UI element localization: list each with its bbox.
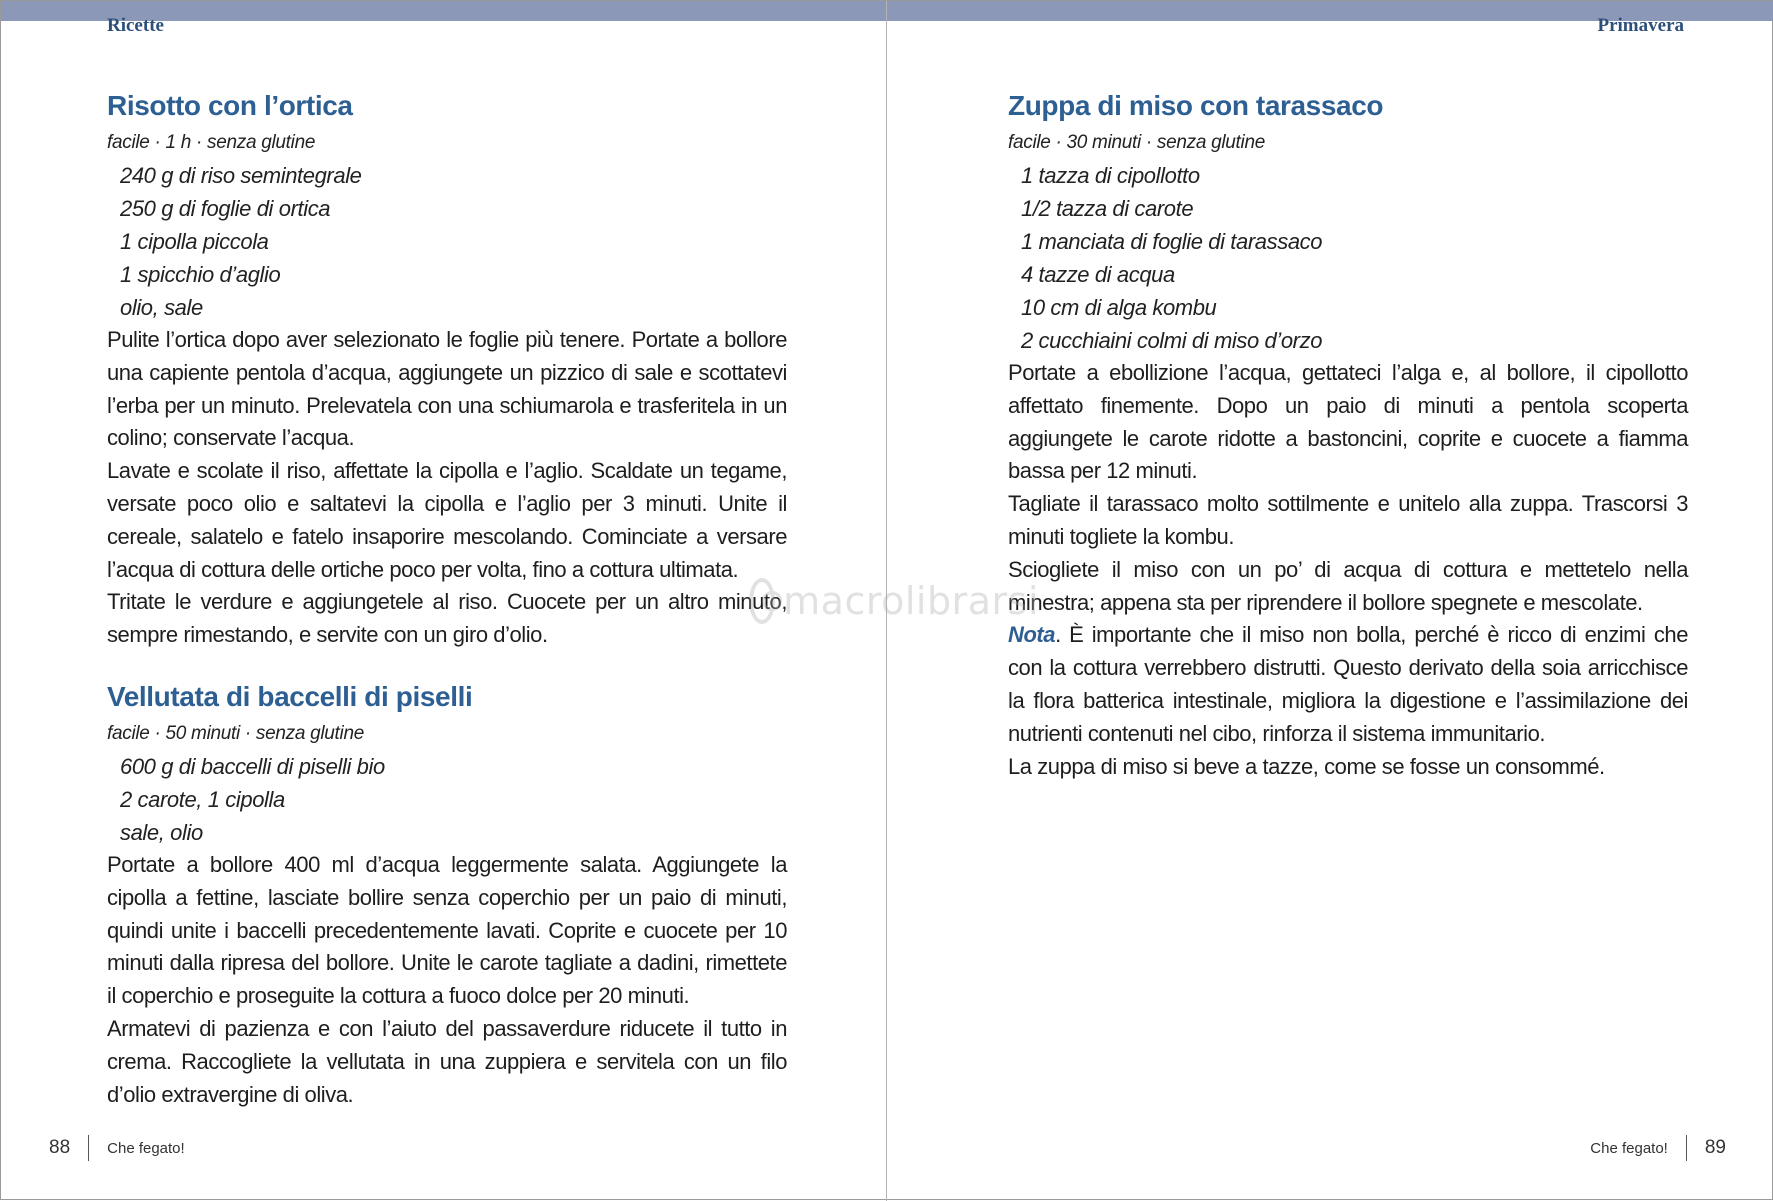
running-head: Primavera xyxy=(1597,15,1684,36)
instruction-paragraph: Portate a ebollizione l’acqua, gettateci l’alga e, al bollore, il cipollotto affettato finemente. Dopo un paio di minuti a pentola scoperta aggiungete le carote ridotte a bastoncini, coprite e cuocete a fiamma bassa per 12 minuti. xyxy=(1008,360,1688,484)
ingredient: 1 manciata di foglie di tarassaco xyxy=(1021,229,1323,254)
instruction-paragraph: Lavate e scolate il riso, affettate la cipolla e l’aglio. Scaldate un tegame, versate poco olio e saltatevi la cipolla e l’aglio per 3 minuti. Unite il cereale, salatelo e fatelo insaporire mescolando. Cominciate a versare l’acqua di cottura delle ortiche poco per volta, fino a cottura ultimata. xyxy=(107,458,787,582)
closing-paragraph: La zuppa di miso si beve a tazze, come se fosse un consommé. xyxy=(1008,753,1605,779)
page-footer xyxy=(49,1131,185,1165)
ingredient: 2 carote, 1 cipolla xyxy=(120,786,285,812)
ingredient: 240 g di riso semintegrale xyxy=(120,163,362,188)
left-page xyxy=(1,1,886,1201)
recipe-title: Zuppa di miso con tarassaco xyxy=(1008,90,1384,121)
ingredient: 1 spicchio d’aglio xyxy=(120,262,281,287)
recipe-title: Vellutata di baccelli di piselli xyxy=(107,680,473,712)
ingredient-list xyxy=(107,159,787,324)
note-paragraph xyxy=(1008,619,1688,750)
instruction-paragraph: Pulite l’ortica dopo aver selezionato le foglie più tenere. Portate a bollore una capiente pentola d’acqua, aggiungete un pizzico di sale e scottatevi l’erba per un minuto. Prelevatela con una schiumarola e trasferitela in un colino; conservate l’acqua. xyxy=(107,327,787,451)
ingredient-list xyxy=(107,750,787,849)
ingredient: 4 tazze di acqua xyxy=(1021,262,1175,287)
right-page xyxy=(887,1,1773,1201)
instruction-paragraph: Sciogliete il miso con un po’ di acqua di cottura e mettetelo nella minestra; appena sta per riprendere il bollore spegnete e mescolate. xyxy=(1008,556,1688,615)
ingredient: 1 cipolla piccola xyxy=(120,229,269,254)
instruction-paragraph: Portate a bollore 400 ml d’acqua leggermente salata. Aggiungete la cipolla a fettine, lasciate bollire senza coperchio per un paio di minuti, quindi unite i baccelli precedentemente lavati. Coprite e cuocete per 10 minuti dalla ripresa del bollore. Unite le carote tagliate a dadini, rimettete il coperchio e proseguite la cottura a fuoco dolce per 20 minuti. xyxy=(107,851,787,1009)
instruction-paragraph: Armatevi di pazienza e con l’aiuto del passaverdure riducete il tutto in crema. Raccogliete la vellutata in una zuppiera e servitela con un filo d’olio extravergine di oliva. xyxy=(107,1015,787,1107)
section-gap xyxy=(107,652,787,676)
book-title: Che fegato! xyxy=(107,1139,185,1157)
page-number: 89 xyxy=(1704,1137,1726,1158)
page-footer xyxy=(1590,1131,1726,1165)
recipe-meta: facile · 50 minuti · senza glutine xyxy=(107,722,364,744)
recipe-risotto xyxy=(107,85,787,652)
recipe-meta: facile · 1 h · senza glutine xyxy=(107,132,316,153)
recipe-zuppa-miso xyxy=(1008,85,1688,783)
ingredient-list xyxy=(1008,159,1688,357)
ingredient: 1/2 tazza di carote xyxy=(1021,196,1194,221)
note-text: . È importante che il miso non bolla, perché è ricco di enzimi che con la cottura verrebbero distrutti. Questo derivato della soia arricchisce la flora batterica intestinale, migliora la digestione e l’assimilazione dei nutrienti contenuti nel cibo, rinforza il sistema immunitario. xyxy=(1008,622,1688,746)
footer-divider xyxy=(1686,1135,1687,1161)
running-head: Ricette xyxy=(107,15,164,36)
instruction-paragraph: Tagliate il tarassaco molto sottilmente e unitelo alla zuppa. Trascorsi 3 minuti togliete la kombu. xyxy=(1008,491,1688,549)
watermark-text: macrolibrarsi xyxy=(783,579,1039,623)
ingredient: 1 tazza di cipollotto xyxy=(1021,163,1200,188)
footer-divider xyxy=(88,1135,89,1161)
recipe-meta: facile · 30 minuti · senza glutine xyxy=(1008,132,1265,153)
ingredient: 2 cucchiaini colmi di miso d’orzo xyxy=(1021,328,1323,353)
book-title: Che fegato! xyxy=(1590,1139,1668,1157)
recipe-title: Risotto con l’ortica xyxy=(107,90,353,121)
ingredient: sale, olio xyxy=(120,819,203,845)
right-page-content xyxy=(1008,85,1688,783)
page-number: 88 xyxy=(49,1137,71,1158)
recipe-vellutata xyxy=(107,676,787,1111)
left-page-content xyxy=(107,85,787,1111)
instruction-paragraph: Tritate le verdure e aggiungetele al riso. Cuocete per un altro minuto, sempre rimestando, e servite con un giro d’olio. xyxy=(107,589,787,648)
ingredient: olio, sale xyxy=(120,295,203,320)
ingredient: 10 cm di alga kombu xyxy=(1021,295,1217,320)
ingredient: 600 g di baccelli di piselli bio xyxy=(120,753,385,779)
ingredient: 250 g di foglie di ortica xyxy=(120,196,331,221)
note-label: Nota xyxy=(1008,622,1056,648)
